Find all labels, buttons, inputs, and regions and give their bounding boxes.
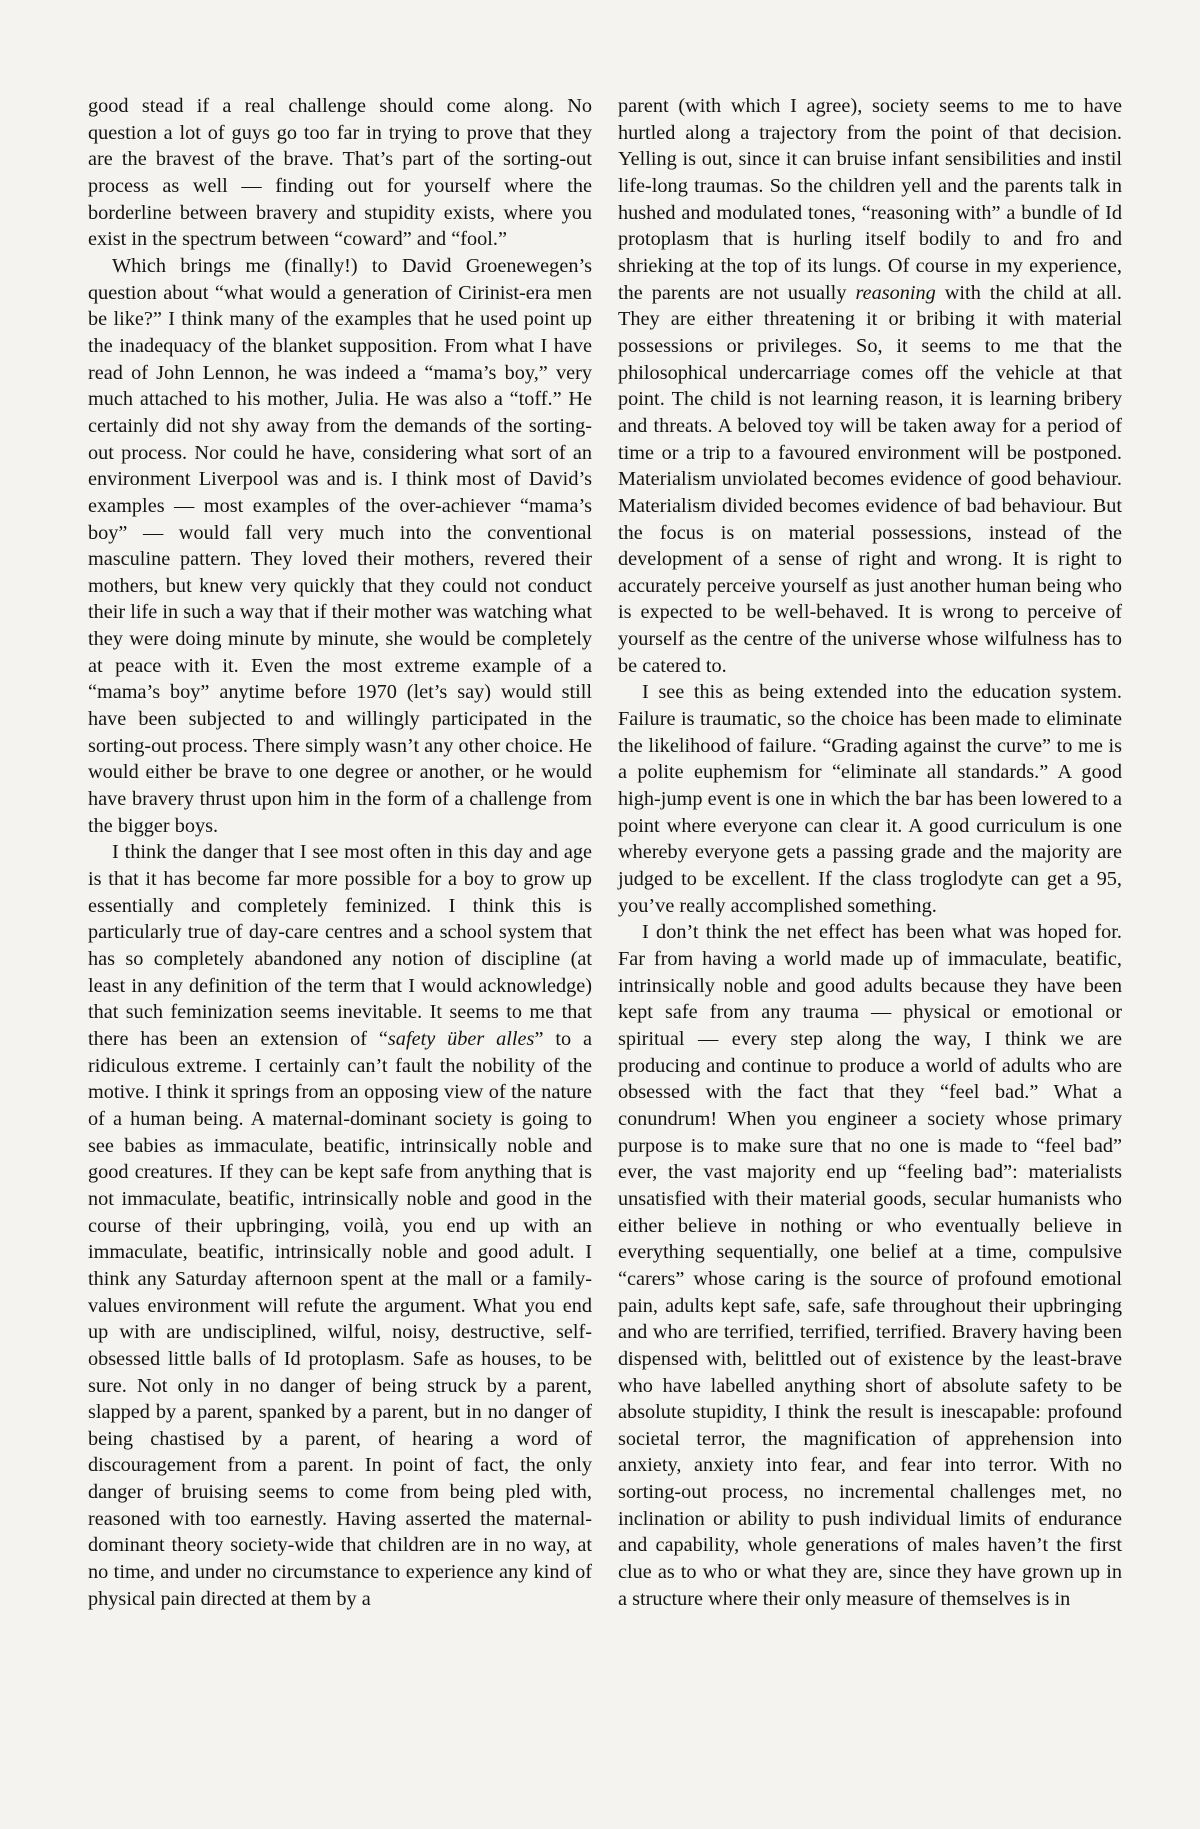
paragraph bbox=[618, 93, 1122, 679]
text-run: with the child at all. They are either threatening it or bribing it with material possessions or privileges. So, it seems to me that the philosophical undercarriage comes off the vehicle at that point. The child is not learning reason, it is learning bribery and threats. A beloved toy will be taken away for a period of time or a trip to a favoured environment will be postponed. Materialism unviolated becomes evidence of good behaviour. Materialism divided becomes evidence of bad behaviour. But the focus is on material possessions, instead of the development of a sense of right and wrong. It is right to accurately perceive yourself as just another human being who is expected to be well-behaved. It is wrong to perceive of yourself as the centre of the universe whose wilfulness has to be catered to. bbox=[618, 281, 1122, 677]
left-column bbox=[88, 93, 592, 1612]
text-run: I think the danger that I see most often in this day and age is that it has become far more possible for a boy to grow up essentially and completely feminized. I think this is particularly true of day-care centres and a school system that has so completely abandoned any notion of discipline (at least in any definition of the term that I would acknowledge) that such feminization seems inevitable. It seems to me that there has been an extension of “ bbox=[88, 841, 592, 1050]
emphasis-text: safety über alles bbox=[387, 1027, 535, 1050]
paragraph: I don’t think the net effect has been what was hoped for. Far from having a world made up of immaculate, beatific, intrinsically noble and good adults because they have been kept safe from any trauma — physical or emotional or spiritual — every step along the way, I think we are producing and continue to produce a world of adults who are obsessed with the fact that they “feel bad.” What a conundrum! When you engineer a society whose primary purpose is to make sure that no one is made to “feel bad” ever, the vast majority end up “feeling bad”: materialists unsatisfied with their material goods, secular humanists who either believe in nothing or who eventually believe in everything sequentially, one belief at a time, compulsive “carers” whose caring is the source of profound emotional pain, adults kept safe, safe, safe throughout their upbringing and who are terrified, terrified, terrified. Bravery having been dispensed with, belittled out of existence by the least-brave who have labelled anything short of absolute safety to be absolute stupidity, I think the result is inescapable: profound societal terror, the magnification of apprehension into anxiety, anxiety into fear, and fear into terror. With no sorting-out process, no incremental challenges met, no inclination or ability to push individual limits of endurance and capability, whole generations of males haven’t the first clue as to who or what they are, since they have grown up in a structure where their only measure of themselves is in bbox=[618, 921, 1122, 1610]
paragraph: good stead if a real challenge should come along. No question a lot of guys go too far in trying to prove that they are the bravest of the brave. That’s part of the sorting-out process as well — finding out for yourself where the borderline between bravery and stupidity exists, where you exist in the spectrum between “coward” and “fool.” bbox=[88, 95, 592, 251]
right-column bbox=[618, 93, 1122, 1612]
paragraph: I see this as being extended into the education system. Failure is traumatic, so the choice has been made to eliminate the likelihood of failure. “Grading against the curve” to me is a polite euphemism for “eliminate all standards.” A good high-jump event is one in which the bar has been lowered to a point where everyone can clear it. A good curriculum is one whereby everyone gets a passing grade and the majority are judged to be excellent. If the class troglodyte can get a 95, you’ve really accomplished something. bbox=[618, 681, 1122, 917]
text-run: parent (with which I agree), society seems to me to have hurtled along a trajectory from the point of that decision. Yelling is out, since it can bruise infant sensibilities and instil life-long traumas. So the children yell and the parents talk in hushed and modulated tones, “reasoning with” a bundle of Id protoplasm that is hurling itself bodily to and fro and shrieking at the top of its lungs. Of course in my experience, the parents are not usually bbox=[618, 95, 1122, 304]
text-run: ” to a ridiculous extreme. I certainly can’t fault the nobility of the motive. I think it springs from an opposing view of the nature of a human being. A maternal-dominant society is going to see babies as immaculate, beatific, intrinsically noble and good creatures. If they can be kept safe from anything that is not immaculate, beatific, intrinsically noble and good in the course of their upbringing, voilà, you end up with an immaculate, beatific, intrinsically noble and good adult. I think any Saturday afternoon spent at the mall or a family-values environment will refute the argument. What you end up with are undisciplined, wilful, noisy, destructive, self-obsessed little balls of Id protoplasm. Safe as houses, to be sure. Not only in no danger of being struck by a parent, slapped by a parent, spanked by a parent, but in no danger of being chastised by a parent, of hearing a word of discouragement from a parent. In point of fact, the only danger of bruising seems to come from being pled with, reasoned with too earnestly. Having asserted the maternal-dominant theory society-wide that children are in no way, at no time, and under no circumstance to experience any kind of physical pain directed at them by a bbox=[88, 1027, 592, 1610]
paragraph: Which brings me (finally!) to David Groenewegen’s question about “what would a generation of Cirinist-era men be like?” I think many of the examples that he used point up the inadequacy of the blanket supposition. From what I have read of John Lennon, he was indeed a “mama’s boy,” very much attached to his mother, Julia. He was also a “toff.” He certainly did not shy away from the demands of the sorting-out process. Nor could he have, considering what sort of an environment Liverpool was and is. I think most of David’s examples — most examples of the over-achiever “mama’s boy” — would fall very much into the conventional masculine pattern. They loved their mothers, revered their mothers, but knew very quickly that they could not conduct their life in such a way that if their mother was watching what they were doing minute by minute, she would be completely at peace with it. Even the most extreme example of a “mama’s boy” anytime before 1970 (let’s say) would still have been subjected to and willingly participated in the sorting-out process. There simply wasn’t any other choice. He would either be brave to one degree or another, or he would have bravery thrust upon him in the form of a challenge from the bigger boys. bbox=[88, 254, 592, 837]
paragraph bbox=[88, 839, 592, 1612]
emphasis-text: reasoning bbox=[855, 281, 936, 304]
